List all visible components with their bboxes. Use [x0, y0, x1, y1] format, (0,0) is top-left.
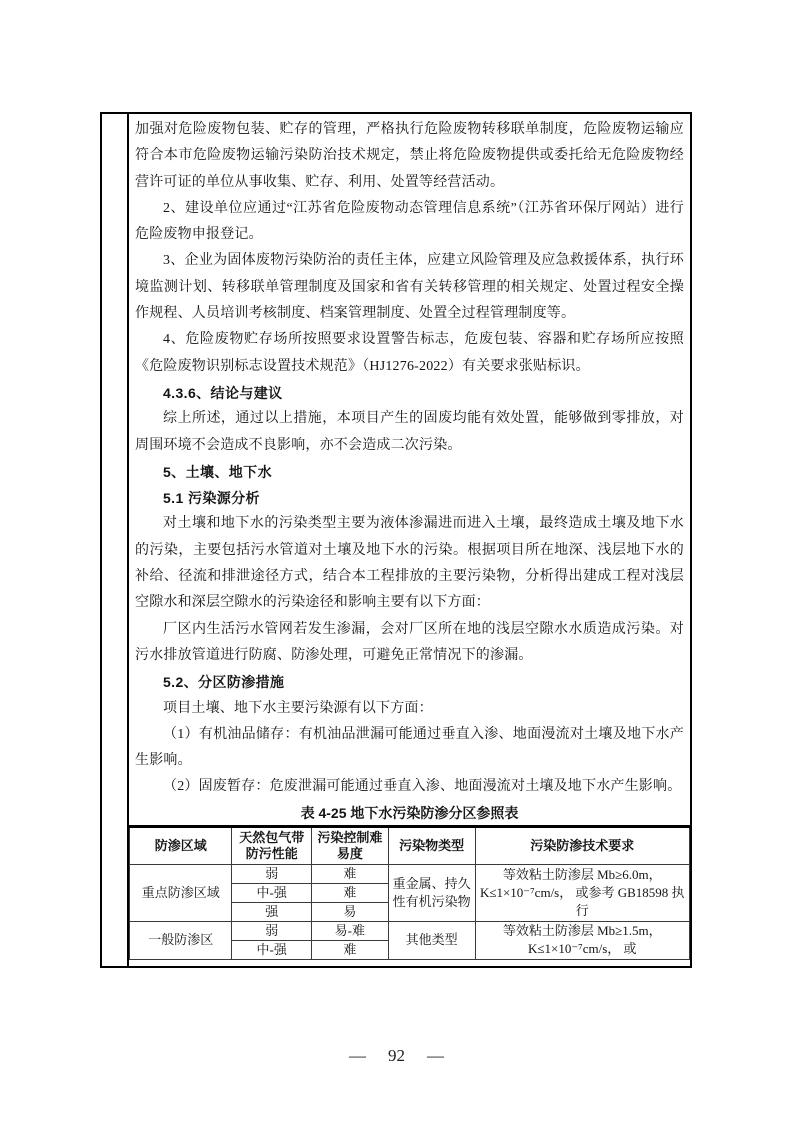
paragraph-hazwaste-management: 加强对危险废物包装、贮存的管理，严格执行危险废物转移联单制度，危险废物运输应符合本市危险废物运输污染防治技术规定，禁止将危险废物提供或委托给无危险废物经营许可证的单位从事收集、贮存、利用、处置等经营活动。 — [135, 122, 684, 190]
heading-zoned-seepage-measures: 5.2、分区防渗措施 — [163, 674, 285, 691]
seepage-zoning-reference-table — [129, 825, 690, 960]
left-margin-column — [102, 114, 129, 966]
cell-vadose-weak: 弱 — [232, 921, 312, 940]
cell-requirement-key-zone: 等效粘土防渗层 Mb≥6.0m，K≤1×10⁻⁷cm/s， 或参考 GB18598 执行 — [475, 864, 690, 921]
cell-requirement-general-zone: 等效粘土防渗层 Mb≥1.5m，K≤1×10⁻⁷cm/s， 或 — [475, 921, 690, 959]
col-header-technical-requirement: 污染防渗技术要求 — [475, 826, 690, 864]
table-header-row — [130, 826, 690, 864]
cell-vadose-medium-strong: 中-强 — [232, 883, 312, 902]
cell-difficulty-hard: 难 — [311, 883, 388, 902]
page-number: 92 — [388, 1046, 405, 1065]
table-title: 表 4-25 地下水污染防渗分区参照表 — [300, 804, 519, 821]
table-row — [130, 864, 690, 883]
paragraph-declaration-registration: 2、建设单位应通过“江苏省危险废物动态管理信息系统”（江苏省环保厅网站）进行危险废物申报登记。 — [135, 200, 684, 243]
page-number-dash-right: — — [427, 1046, 444, 1065]
cell-vadose-weak: 弱 — [232, 864, 312, 883]
cell-general-seepage-zone: 一般防渗区 — [130, 921, 232, 959]
paragraph-warning-signs: 4、危险废物贮存场所按照要求设置警告标志，危废包装、容器和贮存场所应按照《危险废物识别标志设置技术规范》（HJ1276-2022）有关要求张贴标识。 — [135, 332, 684, 374]
paragraph-solid-waste-storage: （2）固废暂存：危废泄漏可能通过垂直入渗、地面漫流对土壤及地下水产生影响。 — [163, 779, 682, 795]
cell-vadose-strong: 强 — [232, 902, 312, 921]
table-row — [130, 921, 690, 940]
col-header-seepage-zone: 防渗区域 — [130, 826, 232, 864]
heading-conclusion-suggestion: 4.3.6、结论与建议 — [163, 384, 283, 401]
heading-pollution-source-analysis: 5.1 污染源分析 — [163, 490, 260, 507]
cell-pollutant-other: 其他类型 — [388, 921, 475, 959]
col-header-control-difficulty: 污染控制难易度 — [311, 826, 388, 864]
document-border-frame — [100, 112, 692, 968]
cell-difficulty-hard: 难 — [311, 864, 388, 883]
cell-key-seepage-zone: 重点防渗区域 — [130, 864, 232, 921]
cell-vadose-medium-strong: 中-强 — [232, 940, 312, 959]
page-number-dash-left: — — [349, 1046, 366, 1065]
cell-difficulty-easy: 易 — [311, 902, 388, 921]
paragraph-conclusion-summary: 综上所述，通过以上措施，本项目产生的固废均能有效处置，能够做到零排放，对周围环境不会造成不良影响，亦不会造成二次污染。 — [135, 411, 684, 453]
cell-difficulty-easy-hard: 易-难 — [311, 921, 388, 940]
paragraph-enterprise-responsibility: 3、企业为固体废物污染防治的责任主体，应建立风险管理及应急救援体系，执行环境监测计划、转移联单管理制度及国家和省有关转移管理的相关规定、处置过程安全操作规程、人员培训考核制度、档案管理制度、处置全过程管理制度等。 — [135, 253, 684, 322]
col-header-vadose-performance: 天然包气带防污性能 — [232, 826, 312, 864]
page-footer — [0, 1046, 793, 1066]
cell-pollutant-heavy-metal: 重金属、持久性有机污染物 — [388, 864, 475, 921]
col-header-pollutant-type: 污染物类型 — [388, 826, 475, 864]
paragraph-pollution-sources-intro: 项目土壤、地下水主要污染源有以下方面： — [163, 700, 433, 716]
paragraph-sewage-network: 厂区内生活污水管网若发生渗漏，会对厂区所在地的浅层空隙水水质造成污染。对污水排放管道进行防腐、防渗处理，可避免正常情况下的渗漏。 — [135, 621, 684, 663]
heading-soil-groundwater: 5、土壤、地下水 — [163, 463, 272, 480]
paragraph-oil-storage: （1）有机油品储存：有机油品泄漏可能通过垂直入渗、地面漫流对土壤及地下水产生影响。 — [135, 726, 684, 769]
cell-difficulty-hard: 难 — [311, 940, 388, 959]
content-area — [129, 114, 690, 966]
paragraph-pollution-type: 对土壤和地下水的污染类型主要为液体渗漏进而进入土壤，最终造成土壤及地下水的污染，主要包括污水管道对土壤及地下水的污染。根据项目所在地深、浅层地下水的补给、径流和排泄途径方式，结合本工程排放的主要污染物，分析得出建成工程对浅层空隙水和深层空隙水的污染途径和影响主要有以下方面： — [135, 516, 684, 611]
